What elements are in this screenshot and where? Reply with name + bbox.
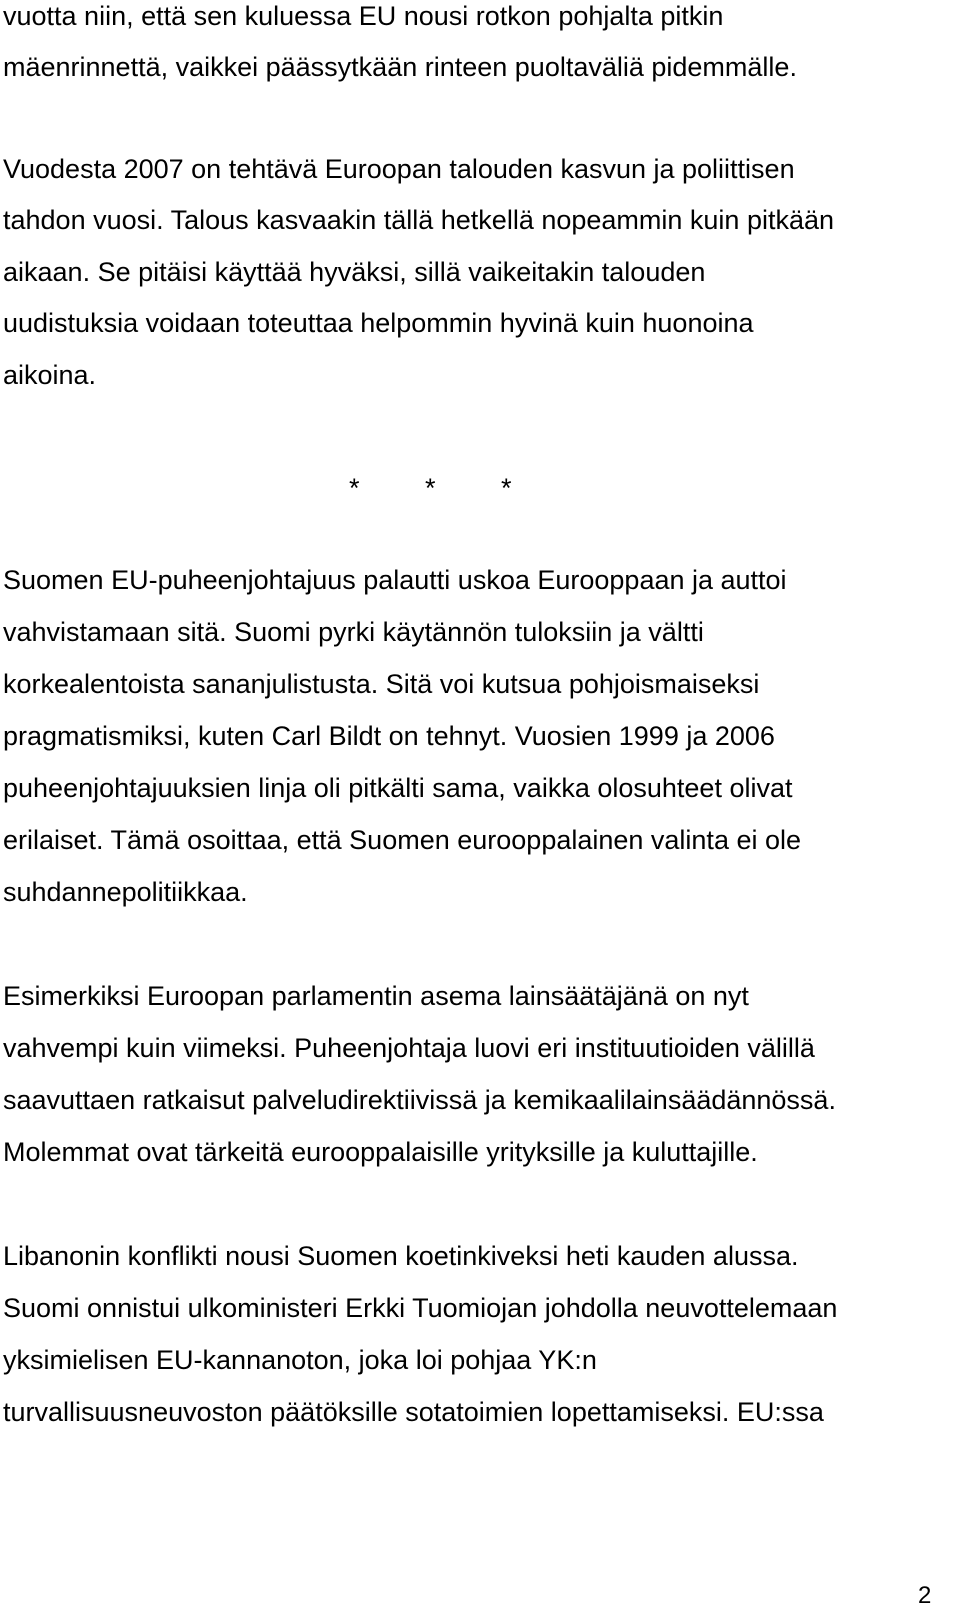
paragraph-5-line-2: Suomi onnistui ulkoministeri Erkki Tuomiojan johdolla neuvottelemaan	[3, 1293, 838, 1323]
page-number: 2	[918, 1582, 932, 1609]
paragraph-1-line-1: vuotta niin, että sen kuluessa EU nousi rotkon pohjalta pitkin	[3, 1, 724, 31]
paragraph-3-line-1: Suomen EU-puheenjohtajuus palautti uskoa Eurooppaan ja auttoi	[3, 565, 787, 595]
paragraph-2-line-4: uudistuksia voidaan toteuttaa helpommin hyvinä kuin huonoina	[3, 308, 754, 338]
paragraph-3-line-7: suhdannepolitiikkaa.	[3, 877, 248, 907]
paragraph-5-line-3: yksimielisen EU-kannanoton, joka loi pohjaa YK:n	[3, 1345, 597, 1375]
section-separator	[0, 472, 960, 504]
separator-asterisk-3: *	[501, 473, 512, 503]
paragraph-4-line-3: saavuttaen ratkaisut palveludirektiivissä ja kemikaalilainsäädännössä.	[3, 1085, 836, 1115]
paragraph-1-line-2: mäenrinnettä, vaikkei päässytkään rinteen puoltaväliä pidemmälle.	[3, 52, 797, 82]
paragraph-2-line-1: Vuodesta 2007 on tehtävä Euroopan talouden kasvun ja poliittisen	[3, 154, 795, 184]
separator-asterisk-2: *	[425, 473, 436, 503]
paragraph-2-line-5: aikoina.	[3, 360, 97, 390]
paragraph-3-line-5: puheenjohtajuuksien linja oli pitkälti sama, vaikka olosuhteet olivat	[3, 773, 793, 803]
paragraph-3-line-3: korkealentoista sananjulistusta. Sitä voi kutsua pohjoismaiseksi	[3, 669, 760, 699]
paragraph-5-line-1: Libanonin konflikti nousi Suomen koetinkiveksi heti kauden alussa.	[3, 1241, 799, 1271]
paragraph-3-line-4: pragmatismiksi, kuten Carl Bildt on tehnyt. Vuosien 1999 ja 2006	[3, 721, 775, 751]
paragraph-4-line-1: Esimerkiksi Euroopan parlamentin asema lainsäätäjänä on nyt	[3, 981, 749, 1011]
separator-asterisk-1: *	[349, 473, 360, 503]
paragraph-3-line-6: erilaiset. Tämä osoittaa, että Suomen eurooppalainen valinta ei ole	[3, 825, 802, 855]
paragraph-2-line-3: aikaan. Se pitäisi käyttää hyväksi, sillä vaikeitakin talouden	[3, 257, 706, 287]
paragraph-4-line-4: Molemmat ovat tärkeitä eurooppalaisille yrityksille ja kuluttajille.	[3, 1137, 758, 1167]
paragraph-3-line-2: vahvistamaan sitä. Suomi pyrki käytännön tuloksiin ja vältti	[3, 617, 704, 647]
paragraph-5-line-4: turvallisuusneuvoston päätöksille sotatoimien lopettamiseksi. EU:ssa	[3, 1397, 824, 1427]
paragraph-4-line-2: vahvempi kuin viimeksi. Puheenjohtaja luovi eri instituutioiden välillä	[3, 1033, 815, 1063]
paragraph-2-line-2: tahdon vuosi. Talous kasvaakin tällä hetkellä nopeammin kuin pitkään	[3, 205, 835, 235]
